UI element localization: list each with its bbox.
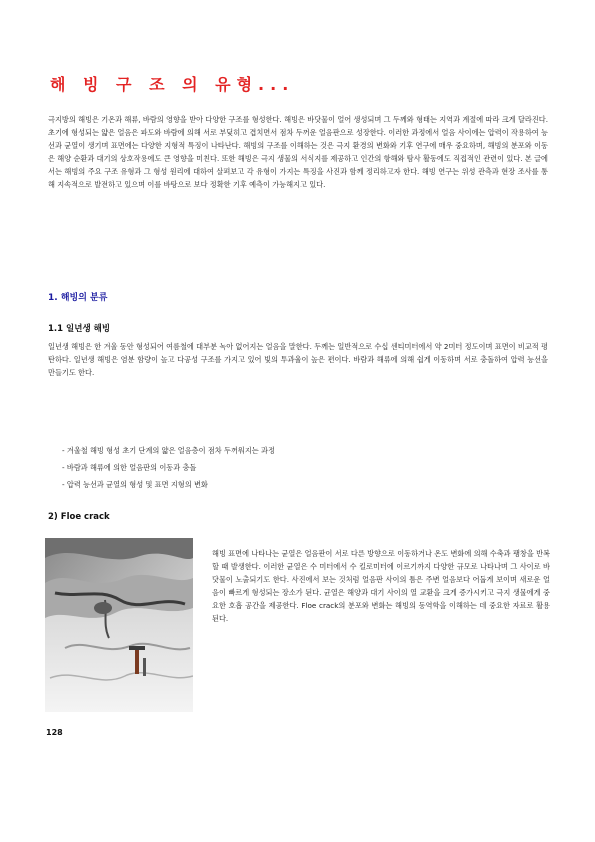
figure-paragraph: 해빙 표면에 나타나는 균열은 얼음판이 서로 다른 방향으로 이동하거나 온도 변화에 의해 수축과 팽창을 반복할 때 발생한다. 이러한 균열은 수 미터에서 수 킬로미터에 이르기까지 다양한 규모로 나타나며 그 사이로 바닷물이 노출되기도 한다. 사진에서 보는 것처럼 얼음판 사이의 틈은 주변 얼음보다 어둡게 보이며 새로운 얼음이 빠르게 형성되는 장소가 된다. 균열은 해양과 대기 사이의 열 교환을 크게 증가시키고 극지 생물에게 중요한 호흡 공간을 제공한다. Floe crack의 분포와 변화는 해빙의 동역학을 이해하는 데 중요한 자료로 활용된다. bbox=[212, 549, 550, 623]
page-number: 128 bbox=[46, 728, 63, 737]
bullet-list bbox=[62, 446, 275, 497]
subsection-heading: 1.1 일년생 해빙 bbox=[48, 324, 111, 334]
figure-label: 2) Floe crack bbox=[48, 512, 110, 522]
bullet-item: - 겨울철 해빙 형성 초기 단계의 얇은 얼음층이 점차 두꺼워지는 과정 bbox=[62, 446, 275, 455]
intro-paragraph: 극지방의 해빙은 기온과 해류, 바람의 영향을 받아 다양한 구조를 형성한다. 해빙은 바닷물이 얼어 생성되며 그 두께와 형태는 지역과 계절에 따라 크게 달라진다. 초기에 형성되는 얇은 얼음은 파도와 바람에 의해 서로 부딪히고 겹치면서 점차 두꺼운 얼음판으로 성장한다. 이러한 과정에서 얼음 사이에는 압력이 작용하여 능선과 균열이 생기며 표면에는 다양한 지형적 특징이 나타난다. 해빙의 구조를 이해하는 것은 극지 환경의 변화와 기후 연구에 매우 중요하며, 해빙의 분포와 이동은 해양 순환과 대기의 상호작용에도 큰 영향을 미친다. 또한 해빙은 극지 생물의 서식지를 제공하고 인간의 항해와 탐사 활동에도 직접적인 관련이 있다. 본 글에서는 해빙의 주요 구조 유형과 그 형성 원리에 대하여 살펴보고 각 유형이 가지는 특징을 사진과 함께 정리하고자 한다. 해빙 연구는 위성 관측과 현장 조사를 통해 지속적으로 발전하고 있으며 이를 바탕으로 보다 정확한 기후 예측이 가능해지고 있다. bbox=[48, 115, 548, 189]
document-title: 해 빙 구 조 의 유형... bbox=[50, 75, 295, 94]
sea-ice-photo bbox=[45, 538, 193, 712]
bullet-item: - 바람과 해류에 의한 얼음판의 이동과 충돌 bbox=[62, 463, 197, 472]
bullet-item: - 압력 능선과 균열의 형성 및 표면 지형의 변화 bbox=[62, 480, 208, 489]
section-heading: 1. 해빙의 분류 bbox=[48, 293, 108, 303]
subsection-paragraph: 일년생 해빙은 한 겨울 동안 형성되어 여름철에 대부분 녹아 없어지는 얼음을 말한다. 두께는 일반적으로 수십 센티미터에서 약 2미터 정도이며 표면이 비교적 평탄하다. 일년생 해빙은 염분 함량이 높고 다공성 구조를 가지고 있어 빛의 투과율이 높은 편이다. 바람과 해류에 의해 쉽게 이동하며 서로 충돌하여 압력 능선을 만들기도 한다. bbox=[48, 342, 548, 377]
